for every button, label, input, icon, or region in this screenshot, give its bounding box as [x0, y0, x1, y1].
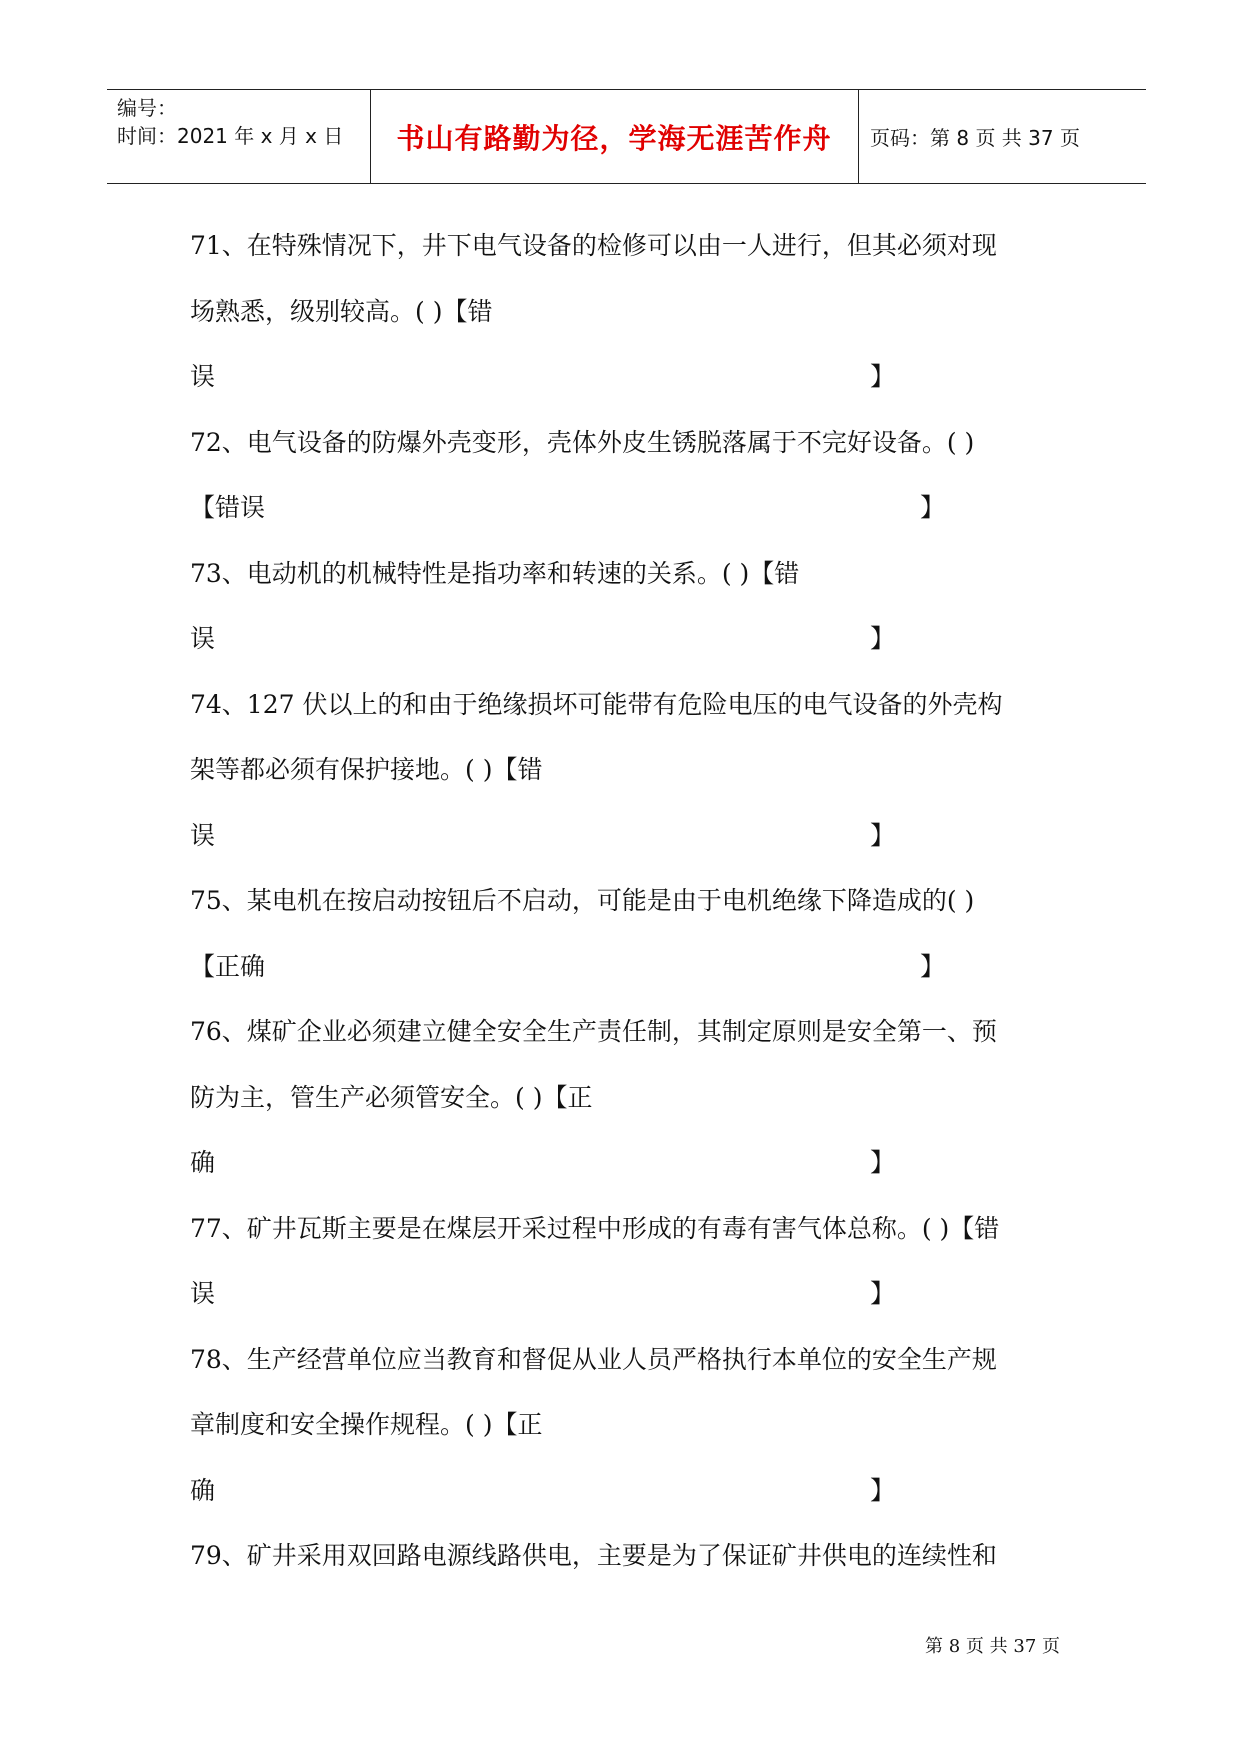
text-line	[190, 1137, 1060, 1203]
line-text: 72、电气设备的防爆外壳变形，壳体外皮生锈脱落属于不完好设备。( )	[190, 427, 975, 457]
text-line	[190, 220, 1060, 286]
header-right-cell	[858, 90, 1146, 183]
line-text: 误	[190, 624, 216, 653]
text-line	[190, 1465, 1060, 1531]
text-line	[190, 1072, 1060, 1138]
line-text: 防为主，管生产必须管安全。( )【正	[190, 1082, 593, 1112]
text-line	[190, 351, 1060, 417]
line-text: 73、电动机的机械特性是指功率和转速的关系。( )【错	[190, 558, 800, 588]
line-text: 误	[190, 362, 216, 391]
text-line	[190, 1334, 1060, 1400]
close-bracket: 】	[920, 493, 946, 522]
line-text: 误	[190, 1279, 216, 1308]
close-bracket: 】	[870, 624, 896, 653]
close-bracket: 】	[870, 1148, 896, 1177]
page-footer: 第 8 页 共 37 页	[925, 1636, 1060, 1657]
text-line	[190, 810, 1060, 876]
time-label: 时间：2021 年 x 月 x 日	[117, 124, 344, 148]
text-line	[190, 1006, 1060, 1072]
close-bracket: 】	[870, 1279, 896, 1308]
text-line	[190, 679, 1060, 745]
line-text: 误	[190, 820, 216, 850]
line-text: 【正确	[190, 951, 266, 981]
line-text: 77、矿井瓦斯主要是在煤层开采过程中形成的有毒有害气体总称。( )【错	[190, 1213, 1000, 1243]
close-bracket: 】	[870, 820, 896, 850]
close-bracket: 】	[870, 362, 896, 391]
text-line	[190, 1399, 1060, 1465]
text-line	[190, 548, 1060, 614]
header-left-cell	[107, 90, 371, 183]
close-bracket: 】	[920, 951, 946, 981]
line-text: 79、矿井采用双回路电源线路供电，主要是为了保证矿井供电的连续性和	[190, 1541, 997, 1570]
line-text: 71、在特殊情况下，井下电气设备的检修可以由一人进行，但其必须对现	[190, 231, 997, 260]
line-text: 【错误	[190, 493, 266, 522]
number-label: 编号：	[117, 96, 177, 120]
motto: 书山有路勤为径，学海无涯苦作舟	[396, 121, 832, 155]
text-line	[190, 1530, 1060, 1596]
text-line	[190, 941, 1060, 1007]
text-line	[190, 1268, 1060, 1334]
line-text: 场熟悉，级别较高。( )【错	[190, 296, 493, 326]
line-text: 确	[190, 1148, 216, 1177]
line-text: 架等都必须有保护接地。( )【错	[190, 755, 543, 784]
line-text: 确	[190, 1475, 216, 1505]
text-line	[190, 1203, 1060, 1269]
text-line	[190, 744, 1060, 810]
line-text: 74、127 伏以上的和由于绝缘损坏可能带有危险电压的电气设备的外壳构	[190, 689, 1003, 719]
line-text: 章制度和安全操作规程。( )【正	[190, 1410, 543, 1439]
page-label: 页码：第 8 页 共 37 页	[870, 126, 1080, 150]
text-line	[190, 286, 1060, 352]
text-line	[190, 482, 1060, 548]
text-line	[190, 613, 1060, 679]
text-line	[190, 417, 1060, 483]
document-body	[190, 220, 1060, 1596]
text-line	[190, 875, 1060, 941]
line-text: 75、某电机在按启动按钮后不启动，可能是由于电机绝缘下降造成的( )	[190, 886, 975, 915]
header-motto-cell	[370, 90, 859, 183]
line-text: 78、生产经营单位应当教育和督促从业人员严格执行本单位的安全生产规	[190, 1344, 997, 1374]
line-text: 76、煤矿企业必须建立健全安全生产责任制，其制定原则是安全第一、预	[190, 1017, 997, 1046]
close-bracket: 】	[870, 1475, 896, 1505]
page-header	[107, 89, 1146, 184]
